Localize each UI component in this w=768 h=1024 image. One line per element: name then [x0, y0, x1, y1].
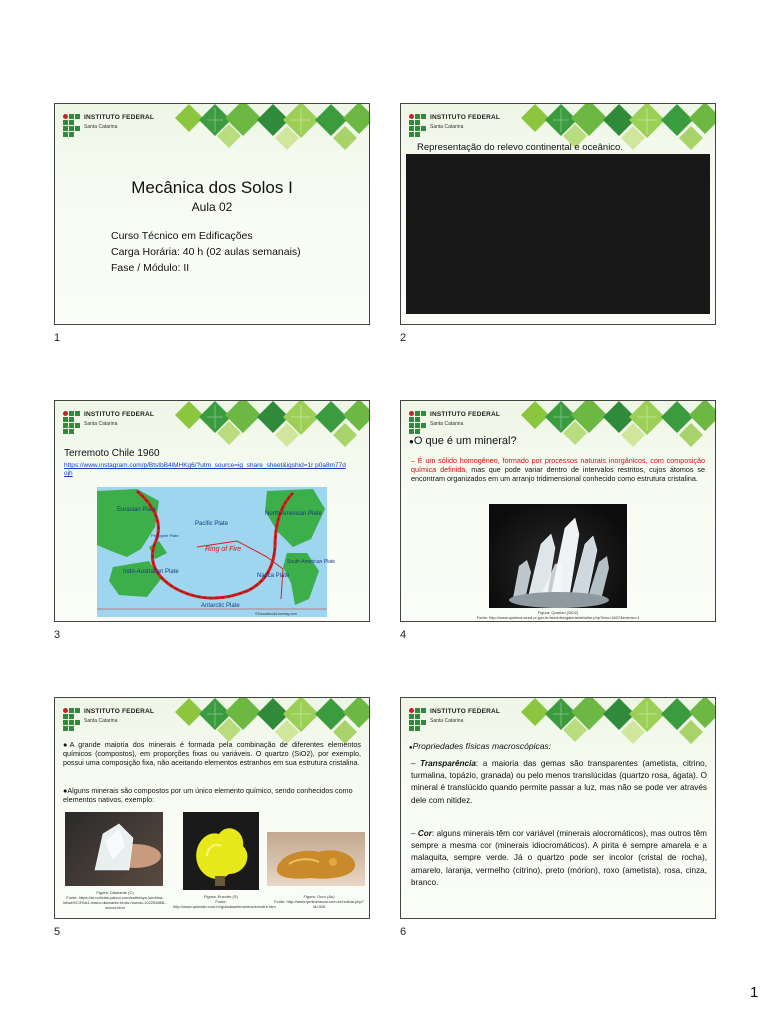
mineral-definition: – É um sólido homogêneo, formado por processos naturais inorgânicos, com composição química definida, mas que pode variar dentro de intervalos restritos, cujos átomos se encontram organizados em um arranjo tridimensional conhecido como estrutura cristalina. — [411, 456, 705, 483]
bullet-icon: ● — [63, 786, 68, 795]
slide-1[interactable] — [54, 103, 370, 325]
ifsc-logo: INSTITUTO FEDERAL Santa Catarina — [63, 708, 154, 731]
gold-caption: Figura: Ouro (Au) Fonte: http://www.ipmineracao.com.br/noticia.php?id=305 — [274, 894, 364, 909]
quartz-photo — [489, 504, 627, 608]
bullet-icon: ● — [409, 437, 414, 446]
slide-number: 1 — [54, 332, 61, 344]
slide-title: Mecânica dos Solos I — [131, 178, 293, 197]
ifsc-logo: INSTITUTO FEDERAL Santa Catarina — [409, 114, 500, 137]
sulfur-photo — [183, 812, 259, 890]
map-label-antarctic: Antarctic Plate — [201, 603, 240, 609]
transparency-paragraph: – Transparência: a maioria das gemas são transparentes (ametista, citrino, turmalina, topázio, granada) ou pelo menos translúcidas (quartzo rosa, ágata). O mineral é translúcido quando permite passar a luz, mas não se pode ver através dele com nitidez. — [411, 759, 707, 805]
figure-source: Fonte: http://www.quimica.seed.pr.gov.br/modules/galeria/detalhe.php?foto=1607&evento=4 — [476, 615, 640, 620]
instagram-link[interactable]: https://www.instagram.com/p/BtsIbB4lMHKg6/?utm_source=ig_share_sheet&igshid=1r p0a8m77dojh — [64, 462, 346, 477]
slide-header — [401, 698, 715, 744]
slide-4[interactable] — [400, 400, 716, 622]
slide-title: Terremoto Chile 1960 — [64, 448, 160, 459]
map-label-nazca: Nazca Plate — [257, 573, 290, 579]
slide-heading: ●O que é um mineral? — [409, 435, 517, 447]
leaf-decoration — [515, 698, 715, 744]
course-line: Curso Técnico em Edificações — [111, 230, 253, 242]
slide-number: 3 — [54, 629, 61, 641]
figure-caption: Figura: Quartzo (SiO2) — [537, 610, 579, 615]
paragraph-composition: ●A grande maioria dos minerais é formada pela combinação de diferentes elementos químicos (compostos), em proporções fixas ou variáveis. O quartzo (SiO2), por exemplo, possui uma composição fixa, não aceitando elementos estranhos em sua estrutura cristalina. — [63, 740, 361, 767]
slide-number: 6 — [400, 926, 407, 938]
ifsc-logo: INSTITUTO FEDERAL Santa Catarina — [409, 411, 500, 434]
slide-2[interactable] — [400, 103, 716, 325]
map-credit: ©EducationalLearning.com — [255, 612, 298, 616]
slide-heading: ●Propriedades físicas macroscópicas: — [409, 741, 552, 751]
slide-header — [55, 698, 369, 744]
slide-6[interactable] — [400, 697, 716, 919]
leaf-decoration — [515, 401, 715, 447]
leaf-decoration — [169, 698, 369, 744]
diamond-photo — [65, 812, 163, 886]
map-label-south-american: South American Plate — [287, 559, 336, 565]
slide-number: 4 — [400, 629, 407, 641]
slide-header — [55, 401, 369, 447]
sulfur-caption: Figura: Enxofre (S) Fonte: http://www.quimlab.com.br/guiadoselementos/enxofre.htm — [173, 894, 276, 909]
slide-title: Representação do relevo continental e oceânico. — [417, 142, 623, 153]
ifsc-logo: INSTITUTO FEDERAL Santa Catarina — [409, 708, 500, 731]
slide-subtitle: Aula 02 — [191, 200, 233, 214]
slide-number: 2 — [400, 332, 407, 344]
leaf-decoration — [169, 104, 369, 150]
ifsc-logo: INSTITUTO FEDERAL Santa Catarina — [63, 411, 154, 434]
leaf-decoration — [169, 401, 369, 447]
slide-header — [55, 104, 369, 150]
slide-3[interactable] — [54, 400, 370, 622]
map-label-philippine: Philippine Plate — [151, 533, 179, 538]
page-number: 1 — [750, 984, 759, 1001]
paragraph-native-elements: ●Alguns minerais são compostos por um único elemento químico, sendo conhecidos como elementos nativos, exemplo: — [63, 786, 353, 804]
ifsc-logo: INSTITUTO FEDERAL Santa Catarina — [63, 114, 154, 137]
map-label-pacific: Pacific Plate — [195, 521, 229, 527]
diamond-caption: Figura: Diamante (C) Fonte: https://br.noticias.yahoo.com/sothebys-londrina-leiloa%C3%A1-maior-diamante-bruto-mundo-102253868--sector.html — [63, 890, 167, 910]
slide-5[interactable] — [54, 697, 370, 919]
phase-line: Fase / Módulo: II — [111, 262, 190, 274]
map-label-eurasian: Eurasian Plate — [117, 507, 157, 513]
bullet-icon: ● — [409, 745, 413, 751]
bullet-icon: ● — [63, 740, 70, 749]
map-label-ring: Ring of Fire — [205, 546, 242, 553]
slide-number: 5 — [54, 926, 61, 938]
color-paragraph: – Cor: alguns minerais têm cor variável (minerais alocromáticos), mas outros têm sempre a mesma cor (minerais idiocromáticos). A pirita é sempre amarela e a malaquita, sempre verde. Já o quartzo pode ser incolor (cristal de rocha), amarelo, laranja, vermelho (citrino), preto (mórion), roxo (ametista), rosa, cinza, branco. — [411, 829, 707, 887]
hours-line: Carga Horária: 40 h (02 aulas semanais) — [111, 246, 301, 258]
map-label-indo-australian: Indo-Australian Plate — [123, 569, 179, 575]
gold-photo — [267, 832, 365, 886]
video-frame[interactable] — [406, 154, 710, 314]
map-label-north-american: North American Plate — [265, 511, 322, 517]
ring-of-fire-map — [97, 487, 336, 617]
